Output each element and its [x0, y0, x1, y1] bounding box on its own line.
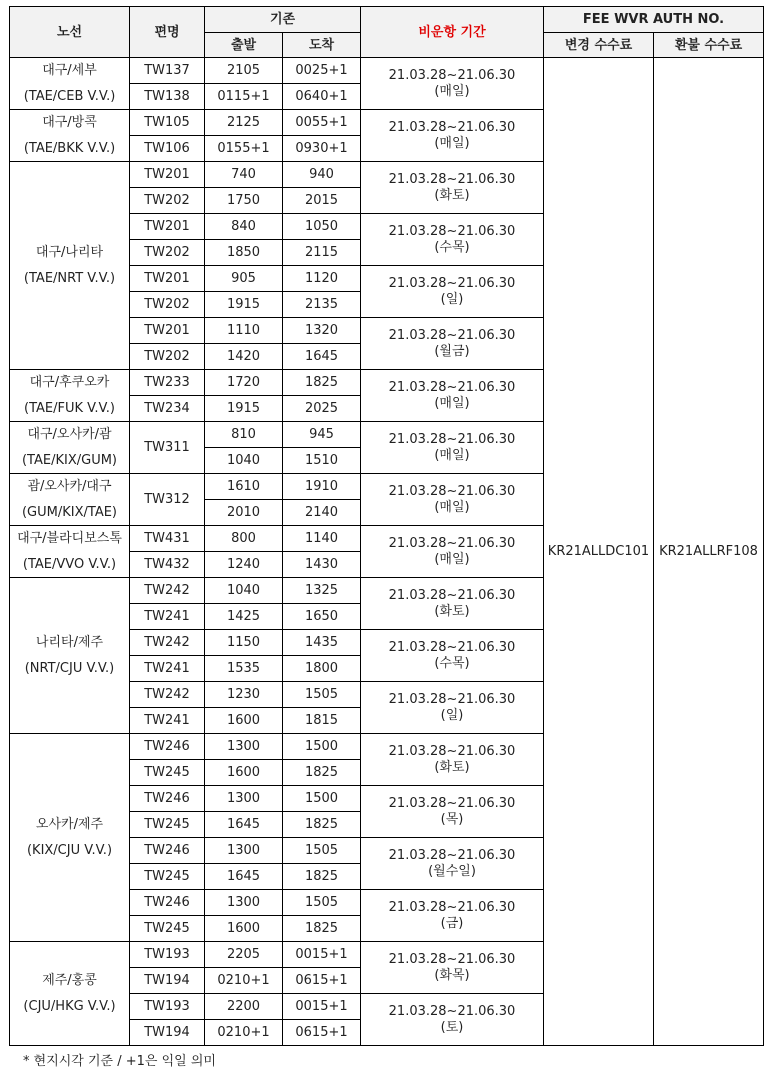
period-days: (매일)	[434, 83, 470, 99]
dep-time-cell: 1600	[205, 708, 283, 734]
period-range: 21.03.28~21.06.30	[388, 535, 516, 551]
dep-time-cell: 905	[205, 266, 283, 292]
route-label: (CJU/HKG V.V.)	[23, 999, 116, 1014]
period-range: 21.03.28~21.06.30	[388, 67, 516, 83]
base-header: 기존	[205, 7, 361, 33]
dep-time-cell: 1915	[205, 292, 283, 318]
table-header	[10, 7, 764, 58]
arr-time-cell: 2025	[283, 396, 361, 422]
dep-time-cell: 1150	[205, 630, 283, 656]
arr-time-cell: 1800	[283, 656, 361, 682]
flight-cell: TW233	[130, 370, 205, 396]
arr-time-cell: 945	[283, 422, 361, 448]
dep-time-cell: 1230	[205, 682, 283, 708]
route-label: 괌/오사카/대구	[27, 479, 112, 494]
dep-time-cell: 800	[205, 526, 283, 552]
period-days: (화토)	[434, 603, 470, 619]
dep-time-cell: 1300	[205, 838, 283, 864]
route-cell	[10, 734, 130, 942]
dep-time-cell: 1750	[205, 188, 283, 214]
period-range: 21.03.28~21.06.30	[388, 327, 516, 343]
arr-time-cell: 1505	[283, 682, 361, 708]
period-days: (화토)	[434, 187, 470, 203]
dep-time-cell: 0210+1	[205, 1020, 283, 1046]
arr-time-cell: 1500	[283, 734, 361, 760]
period-range: 21.03.28~21.06.30	[388, 951, 516, 967]
period-range: 21.03.28~21.06.30	[388, 1003, 516, 1019]
dep-time-cell: 1420	[205, 344, 283, 370]
period-cell	[361, 422, 544, 474]
arr-time-cell: 1825	[283, 370, 361, 396]
route-cell	[10, 110, 130, 162]
flight-cell: TW194	[130, 968, 205, 994]
dep-time-cell: 2125	[205, 110, 283, 136]
period-days: (수목)	[434, 655, 470, 671]
route-label: (TAE/NRT V.V.)	[23, 271, 116, 286]
dep-time-cell: 1600	[205, 760, 283, 786]
period-cell	[361, 786, 544, 838]
route-cell	[10, 942, 130, 1046]
route-label: (TAE/VVO V.V.)	[22, 557, 117, 572]
period-range: 21.03.28~21.06.30	[388, 691, 516, 707]
arr-time-cell: 1505	[283, 890, 361, 916]
route-label: 대구/방콕	[42, 115, 97, 130]
period-days: (매일)	[434, 135, 470, 151]
flight-cell: TW245	[130, 864, 205, 890]
period-days: (매일)	[434, 395, 470, 411]
period-cell	[361, 370, 544, 422]
period-days: (월수일)	[428, 863, 476, 879]
arr-time-cell: 0015+1	[283, 994, 361, 1020]
period-cell	[361, 734, 544, 786]
arr-time-cell: 0930+1	[283, 136, 361, 162]
period-cell	[361, 162, 544, 214]
flight-cell: TW242	[130, 630, 205, 656]
arr-time-cell: 0640+1	[283, 84, 361, 110]
flight-cell: TW234	[130, 396, 205, 422]
period-range: 21.03.28~21.06.30	[388, 587, 516, 603]
flight-cell: TW241	[130, 708, 205, 734]
dep-time-cell: 2105	[205, 58, 283, 84]
route-label: 대구/세부	[42, 63, 97, 78]
period-range: 21.03.28~21.06.30	[388, 119, 516, 135]
period-range: 21.03.28~21.06.30	[388, 743, 516, 759]
period-range: 21.03.28~21.06.30	[388, 171, 516, 187]
dep-time-cell: 0210+1	[205, 968, 283, 994]
route-label: 대구/블라디보스톡	[17, 531, 122, 546]
table-body	[10, 58, 764, 1046]
route-cell	[10, 162, 130, 370]
period-range: 21.03.28~21.06.30	[388, 795, 516, 811]
period-cell	[361, 682, 544, 734]
period-cell	[361, 214, 544, 266]
dep-time-cell: 1535	[205, 656, 283, 682]
period-days: (화토)	[434, 759, 470, 775]
arr-time-cell: 1825	[283, 812, 361, 838]
flight-cell: TW312	[130, 474, 205, 526]
route-label: (TAE/CEB V.V.)	[23, 89, 116, 104]
dep-time-cell: 1110	[205, 318, 283, 344]
dep-time-cell: 1850	[205, 240, 283, 266]
route-label: 대구/후쿠오카	[29, 375, 110, 390]
flight-cell: TW201	[130, 318, 205, 344]
flight-cell: TW202	[130, 292, 205, 318]
arr-time-cell: 1510	[283, 448, 361, 474]
flight-cell: TW137	[130, 58, 205, 84]
dep-time-cell: 1915	[205, 396, 283, 422]
dep-header: 출발	[205, 33, 283, 58]
period-cell	[361, 318, 544, 370]
flight-cell: TW201	[130, 214, 205, 240]
flight-cell: TW246	[130, 734, 205, 760]
table-row	[10, 58, 764, 84]
arr-time-cell: 1120	[283, 266, 361, 292]
route-header: 노선	[10, 7, 130, 58]
flight-cell: TW432	[130, 552, 205, 578]
flight-cell: TW202	[130, 188, 205, 214]
dep-time-cell: 1425	[205, 604, 283, 630]
flight-cell: TW241	[130, 656, 205, 682]
refund-fee-header: 환불 수수료	[654, 33, 764, 58]
dep-time-cell: 2200	[205, 994, 283, 1020]
footnote: * 현지시각 기준 / +1은 익일 의미	[23, 1054, 216, 1069]
period-cell	[361, 838, 544, 890]
period-days: (토)	[440, 1019, 464, 1035]
arr-time-cell: 0025+1	[283, 58, 361, 84]
flight-cell: TW311	[130, 422, 205, 474]
arr-header: 도착	[283, 33, 361, 58]
dep-time-cell: 810	[205, 422, 283, 448]
route-cell	[10, 58, 130, 110]
arr-time-cell: 1650	[283, 604, 361, 630]
route-label: (TAE/BKK V.V.)	[23, 141, 116, 156]
period-days: (목)	[440, 811, 464, 827]
period-days: (금)	[440, 915, 464, 931]
arr-time-cell: 1050	[283, 214, 361, 240]
arr-time-cell: 1320	[283, 318, 361, 344]
route-cell	[10, 474, 130, 526]
dep-time-cell: 2010	[205, 500, 283, 526]
period-cell	[361, 266, 544, 318]
route-label: 오사카/제주	[35, 817, 104, 832]
flight-cell: TW106	[130, 136, 205, 162]
flight-cell: TW201	[130, 162, 205, 188]
dep-time-cell: 1600	[205, 916, 283, 942]
flight-cell: TW246	[130, 838, 205, 864]
arr-time-cell: 1910	[283, 474, 361, 500]
period-cell	[361, 994, 544, 1046]
arr-time-cell: 0055+1	[283, 110, 361, 136]
period-days: (수목)	[434, 239, 470, 255]
dep-time-cell: 1645	[205, 864, 283, 890]
dep-time-cell: 2205	[205, 942, 283, 968]
arr-time-cell: 1325	[283, 578, 361, 604]
arr-time-cell: 2015	[283, 188, 361, 214]
route-label: 대구/나리타	[35, 245, 104, 260]
period-cell	[361, 630, 544, 682]
period-header: 비운항 기간	[361, 7, 544, 58]
flight-cell: TW246	[130, 786, 205, 812]
flight-cell: TW431	[130, 526, 205, 552]
flight-cell: TW245	[130, 916, 205, 942]
period-cell	[361, 110, 544, 162]
flight-cell: TW245	[130, 812, 205, 838]
flight-cell: TW246	[130, 890, 205, 916]
flight-cell: TW194	[130, 1020, 205, 1046]
route-cell	[10, 370, 130, 422]
flight-cell: TW242	[130, 578, 205, 604]
period-days: (월금)	[434, 343, 470, 359]
flight-cell: TW245	[130, 760, 205, 786]
arr-time-cell: 1505	[283, 838, 361, 864]
route-label: 나리타/제주	[35, 635, 104, 650]
flight-cell: TW201	[130, 266, 205, 292]
dep-time-cell: 1720	[205, 370, 283, 396]
arr-time-cell: 1430	[283, 552, 361, 578]
route-cell	[10, 526, 130, 578]
flight-header: 편명	[130, 7, 205, 58]
period-range: 21.03.28~21.06.30	[388, 483, 516, 499]
flight-cell: TW242	[130, 682, 205, 708]
arr-time-cell: 0015+1	[283, 942, 361, 968]
period-days: (일)	[440, 291, 464, 307]
arr-time-cell: 940	[283, 162, 361, 188]
period-days: (일)	[440, 707, 464, 723]
flight-cell: TW193	[130, 942, 205, 968]
period-cell	[361, 578, 544, 630]
dep-time-cell: 1300	[205, 786, 283, 812]
schedule-table-wrapper	[9, 6, 763, 1046]
period-cell	[361, 526, 544, 578]
dep-time-cell: 0155+1	[205, 136, 283, 162]
route-label: 대구/오사카/괌	[27, 427, 112, 442]
route-label: 제주/홍콩	[42, 973, 97, 988]
refund-fee-code: KR21ALLRF108	[654, 58, 764, 1046]
arr-time-cell: 1825	[283, 916, 361, 942]
dep-time-cell: 1300	[205, 734, 283, 760]
arr-time-cell: 1500	[283, 786, 361, 812]
period-range: 21.03.28~21.06.30	[388, 379, 516, 395]
period-range: 21.03.28~21.06.30	[388, 223, 516, 239]
dep-time-cell: 1040	[205, 578, 283, 604]
route-cell	[10, 578, 130, 734]
flight-cell: TW105	[130, 110, 205, 136]
flight-cell: TW241	[130, 604, 205, 630]
arr-time-cell: 1815	[283, 708, 361, 734]
arr-time-cell: 2135	[283, 292, 361, 318]
flight-cell: TW202	[130, 240, 205, 266]
period-days: (매일)	[434, 447, 470, 463]
change-fee-header: 변경 수수료	[544, 33, 654, 58]
period-days: (화목)	[434, 967, 470, 983]
period-range: 21.03.28~21.06.30	[388, 431, 516, 447]
flight-cell: TW138	[130, 84, 205, 110]
route-cell	[10, 422, 130, 474]
period-range: 21.03.28~21.06.30	[388, 639, 516, 655]
arr-time-cell: 2115	[283, 240, 361, 266]
route-label: (GUM/KIX/TAE)	[21, 505, 117, 520]
change-fee-code: KR21ALLDC101	[544, 58, 654, 1046]
arr-time-cell: 0615+1	[283, 968, 361, 994]
arr-time-cell: 1825	[283, 864, 361, 890]
route-label: (TAE/FUK V.V.)	[24, 401, 115, 416]
arr-time-cell: 0615+1	[283, 1020, 361, 1046]
flight-cell: TW202	[130, 344, 205, 370]
arr-time-cell: 2140	[283, 500, 361, 526]
dep-time-cell: 840	[205, 214, 283, 240]
dep-time-cell: 740	[205, 162, 283, 188]
non-operation-schedule-table	[9, 6, 764, 1046]
dep-time-cell: 1240	[205, 552, 283, 578]
route-label: (KIX/CJU V.V.)	[26, 843, 113, 858]
period-cell	[361, 474, 544, 526]
dep-time-cell: 1645	[205, 812, 283, 838]
route-label: (TAE/KIX/GUM)	[21, 453, 117, 468]
dep-time-cell: 1610	[205, 474, 283, 500]
period-days: (매일)	[434, 551, 470, 567]
dep-time-cell: 1300	[205, 890, 283, 916]
period-range: 21.03.28~21.06.30	[388, 847, 516, 863]
dep-time-cell: 0115+1	[205, 84, 283, 110]
period-range: 21.03.28~21.06.30	[388, 899, 516, 915]
period-cell	[361, 942, 544, 994]
period-cell	[361, 58, 544, 110]
period-cell	[361, 890, 544, 942]
flight-cell: TW193	[130, 994, 205, 1020]
arr-time-cell: 1140	[283, 526, 361, 552]
period-days: (매일)	[434, 499, 470, 515]
fee-auth-header: FEE WVR AUTH NO.	[544, 7, 764, 33]
arr-time-cell: 1645	[283, 344, 361, 370]
arr-time-cell: 1435	[283, 630, 361, 656]
route-label: (NRT/CJU V.V.)	[24, 661, 115, 676]
dep-time-cell: 1040	[205, 448, 283, 474]
period-range: 21.03.28~21.06.30	[388, 275, 516, 291]
arr-time-cell: 1825	[283, 760, 361, 786]
